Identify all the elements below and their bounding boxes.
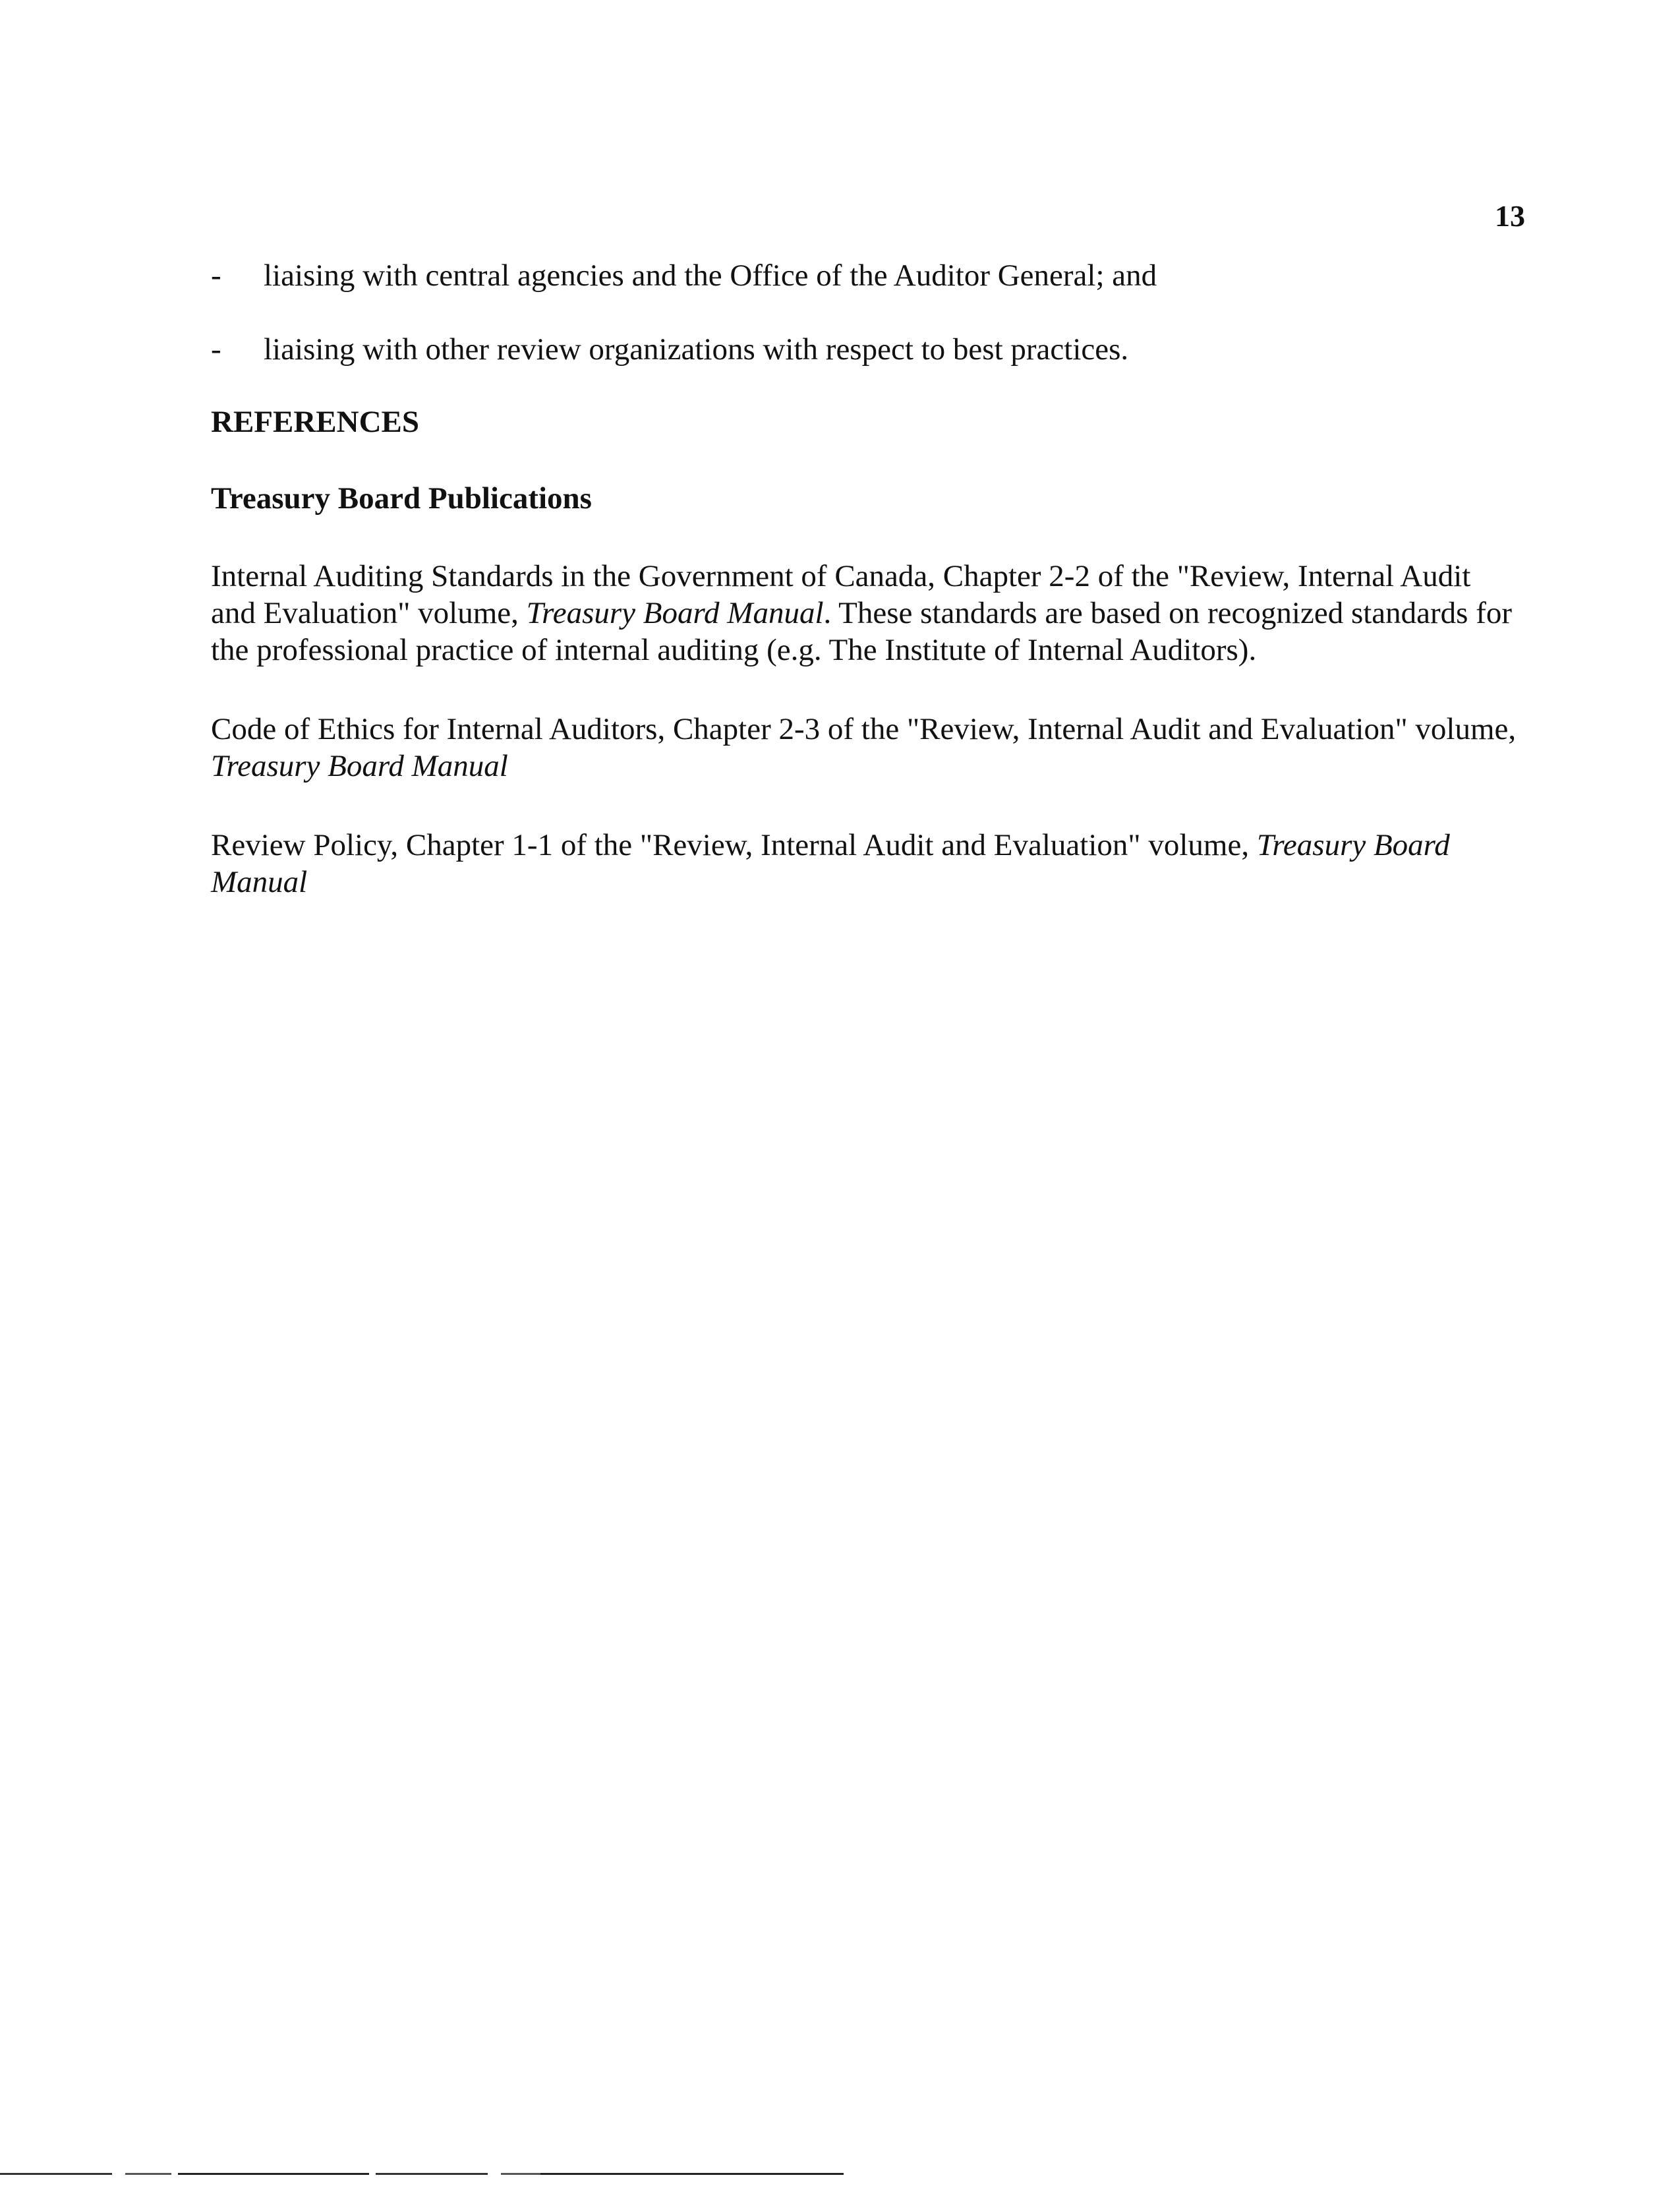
reference-title: Treasury Board Manual: [211, 749, 508, 783]
reference-text: Review Policy, Chapter 1-1 of the "Review, Internal Audit and Evaluation" volume,: [211, 828, 1257, 862]
reference-entry: [211, 711, 1522, 785]
reference-entry: [211, 558, 1522, 668]
bullet-mark: -: [211, 332, 221, 367]
document-body: [211, 257, 1522, 943]
reference-title: Treasury Board Manual: [526, 596, 824, 630]
reference-entry: [211, 827, 1522, 901]
bullet-mark: -: [211, 258, 221, 293]
references-heading: REFERENCES: [211, 405, 420, 439]
bullet-item: [211, 257, 1522, 294]
reference-text: . These standards are based on recognized standards for the professional practice of internal auditing (e.g. The Institute of Internal Auditors).: [211, 596, 1513, 667]
page-number: 13: [1495, 199, 1525, 233]
scan-artifact-line: [540, 2173, 844, 2175]
reference-text: Internal Auditing Standards in the Government of Canada, Chapter 2-2 of the "Review, Internal Audit and Evaluation" volume,: [211, 559, 1471, 630]
reference-text: Code of Ethics for Internal Auditors, Chapter 2-3 of the "Review, Internal Audit and Evaluation" volume,: [211, 712, 1517, 746]
bullet-text: liaising with other review organizations with respect to best practices.: [264, 332, 1129, 367]
bullet-item: [211, 331, 1522, 368]
publications-heading: Treasury Board Publications: [211, 481, 592, 516]
bullet-text: liaising with central agencies and the Office of the Auditor General; and: [264, 258, 1157, 293]
reference-title: Treasury Board Manual: [211, 828, 1450, 899]
